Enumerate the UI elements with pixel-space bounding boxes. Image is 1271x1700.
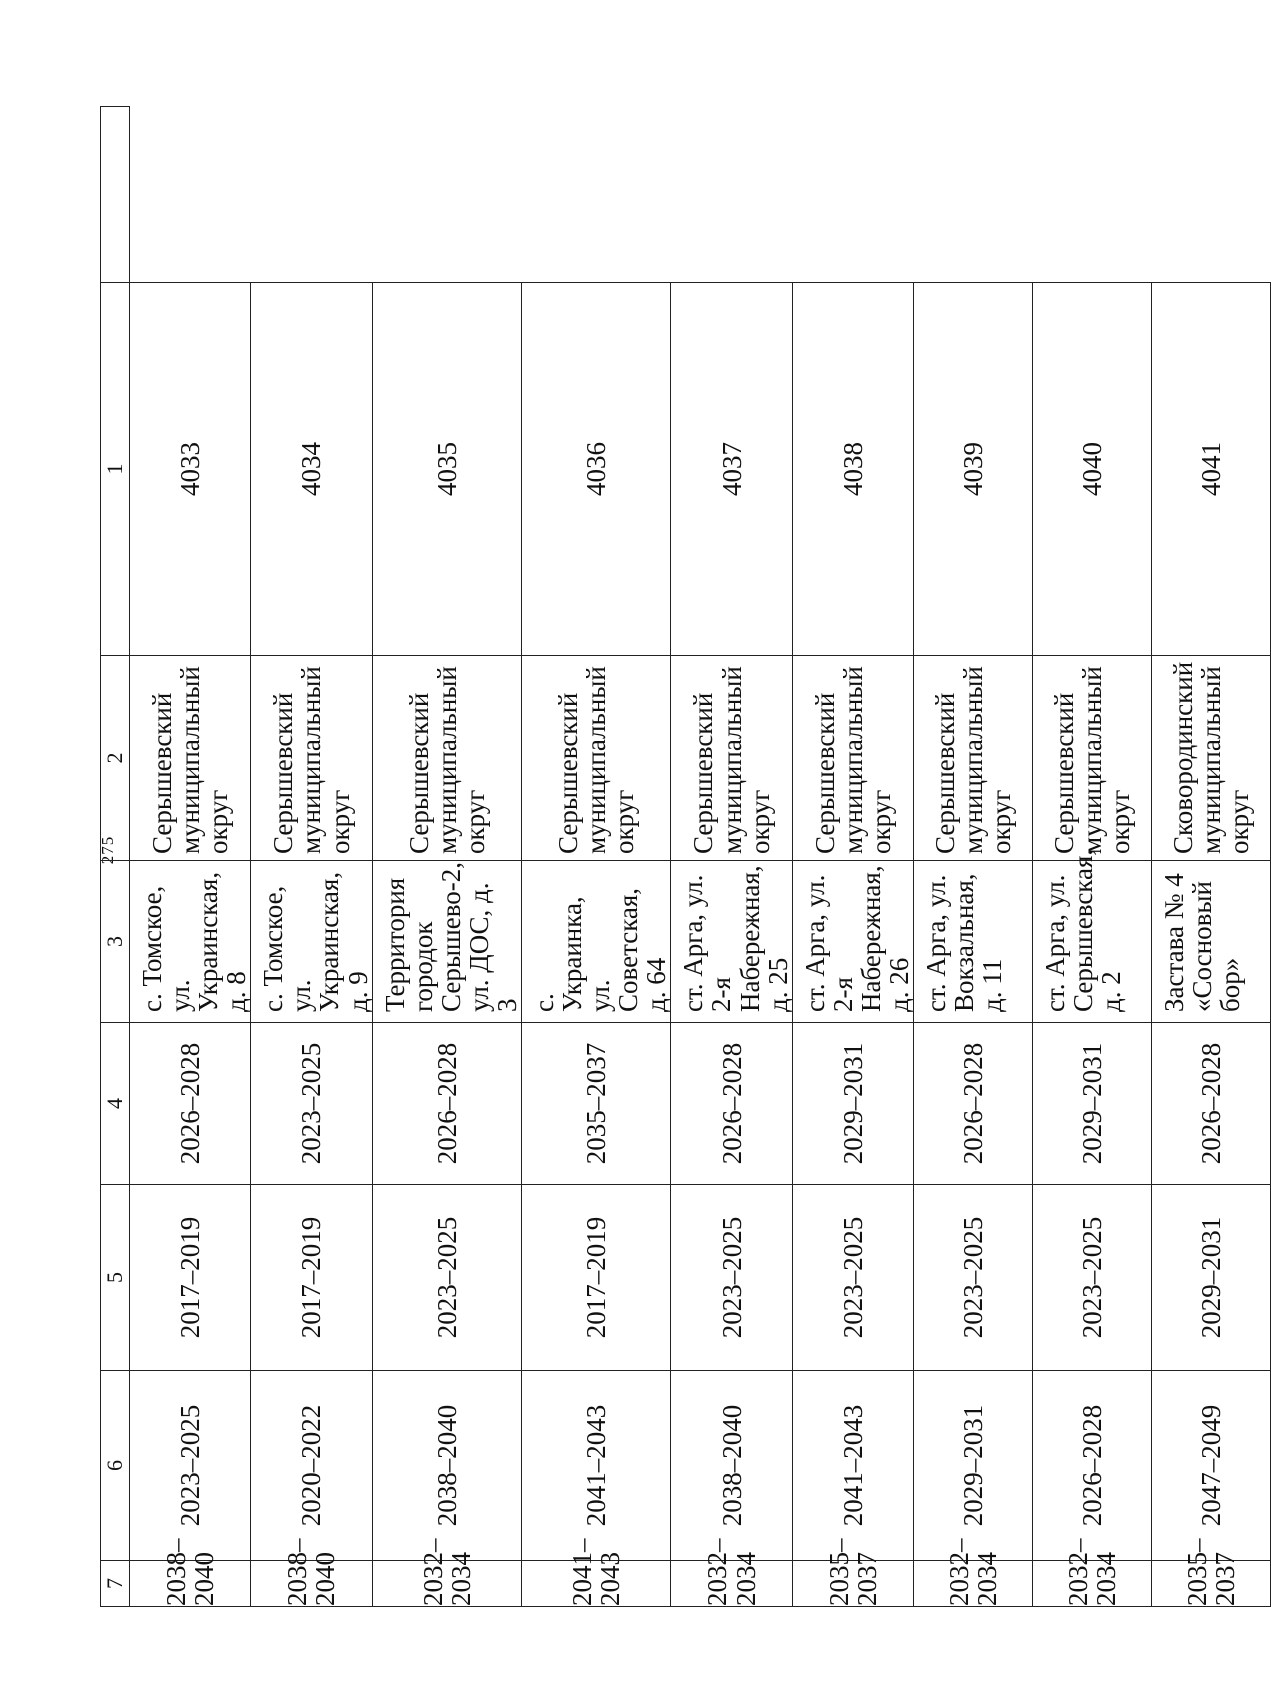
- col6-cell: 2041–2043: [522, 1371, 671, 1561]
- col4-cell: 2023–2025: [251, 1023, 372, 1185]
- col6-cell: 2047–2049: [1152, 1371, 1271, 1561]
- col4-cell: 2029–2031: [792, 1023, 913, 1185]
- col2-district-cell: Серышевский муниципальный округ: [671, 656, 792, 861]
- header-cell-7: 7: [101, 1561, 130, 1607]
- col2-district-cell: Серышевский муниципальный округ: [251, 656, 372, 861]
- col1-number-cell: 4038: [792, 283, 913, 656]
- col6-cell: 2038–2040: [372, 1371, 521, 1561]
- col1-number-cell: 4033: [130, 283, 251, 656]
- rotated-table-wrapper: [100, 107, 1255, 1607]
- header-cell-3: 3: [101, 861, 130, 1023]
- col4-cell: 2029–2031: [1033, 1023, 1152, 1185]
- header-cell-spacer: [101, 107, 130, 283]
- col7-cell: 2035–2037: [1152, 1561, 1271, 1607]
- col3-address-cell: ст. Арга, ул. Серышевская, д. 2: [1033, 861, 1152, 1023]
- col3-address-cell: с. Томское, ул. Украинская, д. 9: [251, 861, 372, 1023]
- col6-cell: 2023–2025: [130, 1371, 251, 1561]
- col5-cell: 2023–2025: [671, 1185, 792, 1371]
- col2-district-cell: Сковородинский муниципальный округ: [1152, 656, 1271, 861]
- col7-cell: 2032–2034: [671, 1561, 792, 1607]
- col5-cell: 2023–2025: [792, 1185, 913, 1371]
- col1-number-cell: 4040: [1033, 283, 1152, 656]
- table-row: [251, 107, 372, 1607]
- col7-cell: 2032–2034: [372, 1561, 521, 1607]
- col3-address-cell: с. Украинка, ул. Советская, д. 64: [522, 861, 671, 1023]
- table-row: [914, 107, 1033, 1607]
- header-cell-6: 6: [101, 1371, 130, 1561]
- col5-cell: 2017–2019: [130, 1185, 251, 1371]
- page-number: 275: [98, 835, 117, 865]
- col4-cell: 2026–2028: [914, 1023, 1033, 1185]
- col7-cell: 2038–2040: [251, 1561, 372, 1607]
- col2-district-cell: Серышевский муниципальный округ: [522, 656, 671, 861]
- col2-district-cell: Серышевский муниципальный округ: [130, 656, 251, 861]
- col5-cell: 2029–2031: [1152, 1185, 1271, 1371]
- col7-cell: 2041–2043: [522, 1561, 671, 1607]
- col5-cell: 2023–2025: [372, 1185, 521, 1371]
- table-row: [130, 107, 251, 1607]
- col1-number-cell: 4035: [372, 283, 521, 656]
- col4-cell: 2026–2028: [671, 1023, 792, 1185]
- header-cell-2: 2: [101, 656, 130, 861]
- header-cell-5: 5: [101, 1185, 130, 1371]
- schedule-table: [100, 106, 1271, 1607]
- col5-cell: 2023–2025: [1033, 1185, 1152, 1371]
- col4-cell: 2026–2028: [130, 1023, 251, 1185]
- col1-number-cell: 4037: [671, 283, 792, 656]
- header-cell-4: 4: [101, 1023, 130, 1185]
- table-row: [1033, 107, 1152, 1607]
- table-body: [101, 107, 1271, 1607]
- col1-number-cell: 4041: [1152, 283, 1271, 656]
- col3-address-cell: с. Томское, ул. Украинская, д. 8: [130, 861, 251, 1023]
- header-row: [101, 107, 130, 1607]
- col5-cell: 2023–2025: [914, 1185, 1033, 1371]
- col5-cell: 2017–2019: [522, 1185, 671, 1371]
- col3-address-cell: ст. Арга, ул. 2-я Набережная, д. 26: [792, 861, 913, 1023]
- table-row: [671, 107, 792, 1607]
- col6-cell: 2029–2031: [914, 1371, 1033, 1561]
- header-cell-1: 1: [101, 283, 130, 656]
- col7-cell: 2032–2034: [1033, 1561, 1152, 1607]
- table-row: [522, 107, 671, 1607]
- table-row: [792, 107, 913, 1607]
- col2-district-cell: Серышевский муниципальный округ: [372, 656, 521, 861]
- col3-address-cell: Застава № 4 «Сосновый бор»: [1152, 861, 1271, 1023]
- col1-number-cell: 4036: [522, 283, 671, 656]
- col3-address-cell: ст. Арга, ул. 2-я Набережная, д. 25: [671, 861, 792, 1023]
- col7-cell: 2035–2037: [792, 1561, 913, 1607]
- col6-cell: 2026–2028: [1033, 1371, 1152, 1561]
- col7-cell: 2038–2040: [130, 1561, 251, 1607]
- col6-cell: 2041–2043: [792, 1371, 913, 1561]
- table-row: [1152, 107, 1271, 1607]
- col3-address-cell: ст. Арга, ул. Вокзальная, д. 11: [914, 861, 1033, 1023]
- col2-district-cell: Серышевский муниципальный округ: [1033, 656, 1152, 861]
- col7-cell: 2032–2034: [914, 1561, 1033, 1607]
- col6-cell: 2020–2022: [251, 1371, 372, 1561]
- col4-cell: 2026–2028: [372, 1023, 521, 1185]
- col4-cell: 2026–2028: [1152, 1023, 1271, 1185]
- table-row: [372, 107, 521, 1607]
- col5-cell: 2017–2019: [251, 1185, 372, 1371]
- col2-district-cell: Серышевский муниципальный округ: [914, 656, 1033, 861]
- col3-address-cell: Территория городок Серышево-2, ул. ДОС, д. 3: [372, 861, 521, 1023]
- col4-cell: 2035–2037: [522, 1023, 671, 1185]
- col1-number-cell: 4039: [914, 283, 1033, 656]
- col2-district-cell: Серышевский муниципальный округ: [792, 656, 913, 861]
- col1-number-cell: 4034: [251, 283, 372, 656]
- col6-cell: 2038–2040: [671, 1371, 792, 1561]
